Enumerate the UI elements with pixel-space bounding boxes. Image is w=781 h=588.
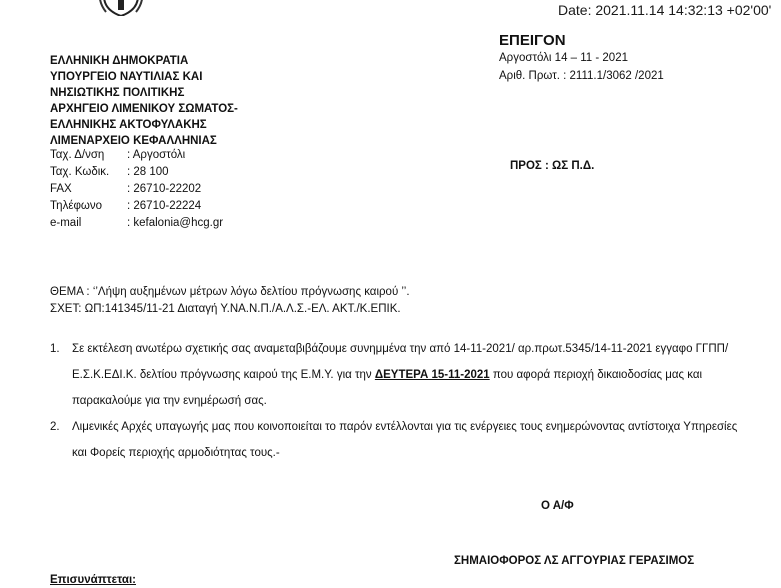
- contact-value: : Αργοστόλι: [127, 149, 186, 161]
- contact-label: FAX: [50, 183, 72, 195]
- paragraph-number: 1.: [50, 343, 60, 355]
- contact-value: : 28 100: [127, 166, 169, 178]
- on-behalf-label: Ο Α/Φ: [541, 500, 574, 512]
- paragraph-2: [50, 414, 750, 466]
- contact-label: Ταχ. Δ/νση: [50, 149, 105, 161]
- paragraph-number: 2.: [50, 421, 60, 433]
- urgency-label: ΕΠΕΙΓΟΝ: [499, 32, 566, 49]
- paragraph-text-part: που αφορά περιοχή δικαιοδοσίας μας και παρακαλούμε για την ενημέρωσή σας.: [72, 369, 703, 407]
- paragraph-text-part: Σε εκτέλεση ανωτέρω σχετικής σας αναμεταβιβάζουμε συνημμένα την από 14-11-2021/ αρ.πρωτ.5345/14-11-2021 εγγαφο ΓΓΠΠ/Ε.Σ.Κ.ΕΔΙ.Κ. δελτίου πρόγνωσης καιρού της Ε.Μ.Υ. για την: [72, 343, 729, 381]
- signer-name: ΣΗΜΑΙΟΦΟΡΟΣ ΛΣ ΑΓΓΟΥΡΙΑΣ ΓΕΡΑΣΙΜΟΣ: [454, 555, 695, 567]
- org-line: ΝΗΣΙΩΤΙΚΗΣ ΠΟΛΙΤΙΚΗΣ: [50, 87, 185, 99]
- contact-label: e-mail: [50, 217, 82, 229]
- contact-label: Ταχ. Κωδικ.: [50, 166, 110, 178]
- paragraph-text: Λιμενικές Αρχές υπαγωγής μας που κοινοποιείται το παρόν εντέλλονται για τις ενέργειες τους ενημερώνοντας αντίστοιχα Υπηρεσίες και Φορείς περιοχής αρμοδιότητας τους.-: [72, 421, 738, 459]
- attachments-heading: Επισυνάπτεται:: [50, 574, 136, 586]
- paragraph-text: [72, 336, 750, 414]
- sender-organization: [50, 53, 238, 149]
- org-line: ΕΛΛΗΝΙΚΗΣ ΑΚΤΟΦΥΛΑΚΗΣ: [50, 119, 207, 131]
- recipient-line: ΠΡΟΣ : ΩΣ Π.Δ.: [510, 160, 595, 172]
- signature-date-stamp: Date: 2021.11.14 14:32:13 +02'00': [558, 2, 772, 18]
- org-line: ΑΡΧΗΓΕΙΟ ΛΙΜΕΝΙΚΟΥ ΣΩΜΑΤΟΣ-: [50, 103, 238, 115]
- org-line: ΕΛΛΗΝΙΚΗ ΔΗΜΟΚΡΑΤΙΑ: [50, 55, 189, 67]
- org-line: ΥΠΟΥΡΓΕΙΟ ΝΑΥΤΙΛΙΑΣ ΚΑΙ: [50, 71, 203, 83]
- forecast-day: ΔΕΥΤΕΡΑ 15-11-2021: [374, 369, 490, 381]
- place-date: Αργοστόλι 14 – 11 - 2021: [499, 52, 628, 64]
- contact-value: : 26710-22224: [127, 200, 202, 212]
- subject-line: ΘΕΜΑ : ‘’Λήψη αυξημένων μέτρων λόγω δελτίου πρόγνωσης καιρού ’’.: [50, 286, 410, 298]
- contact-value: : 26710-22202: [127, 183, 202, 195]
- protocol-number: Αριθ. Πρωτ. : 2111.1/3062 /2021: [499, 70, 664, 82]
- greek-coat-of-arms-icon: [98, 0, 144, 16]
- paragraph-1: [50, 336, 750, 414]
- reference-line: ΣΧΕΤ: ΩΠ:141345/11-21 Διαταγή Υ.ΝΑ.Ν.Π./Α.Λ.Σ.-ΕΛ. ΑΚΤ./Κ.ΕΠΙΚ.: [50, 303, 401, 315]
- contact-label: Τηλέφωνο: [50, 200, 103, 212]
- org-line: ΛΙΜΕΝΑΡΧΕΙΟ ΚΕΦΑΛΛΗΝΙΑΣ: [50, 135, 217, 147]
- contact-email-link[interactable]: : kefalonia@hcg.gr: [127, 217, 224, 229]
